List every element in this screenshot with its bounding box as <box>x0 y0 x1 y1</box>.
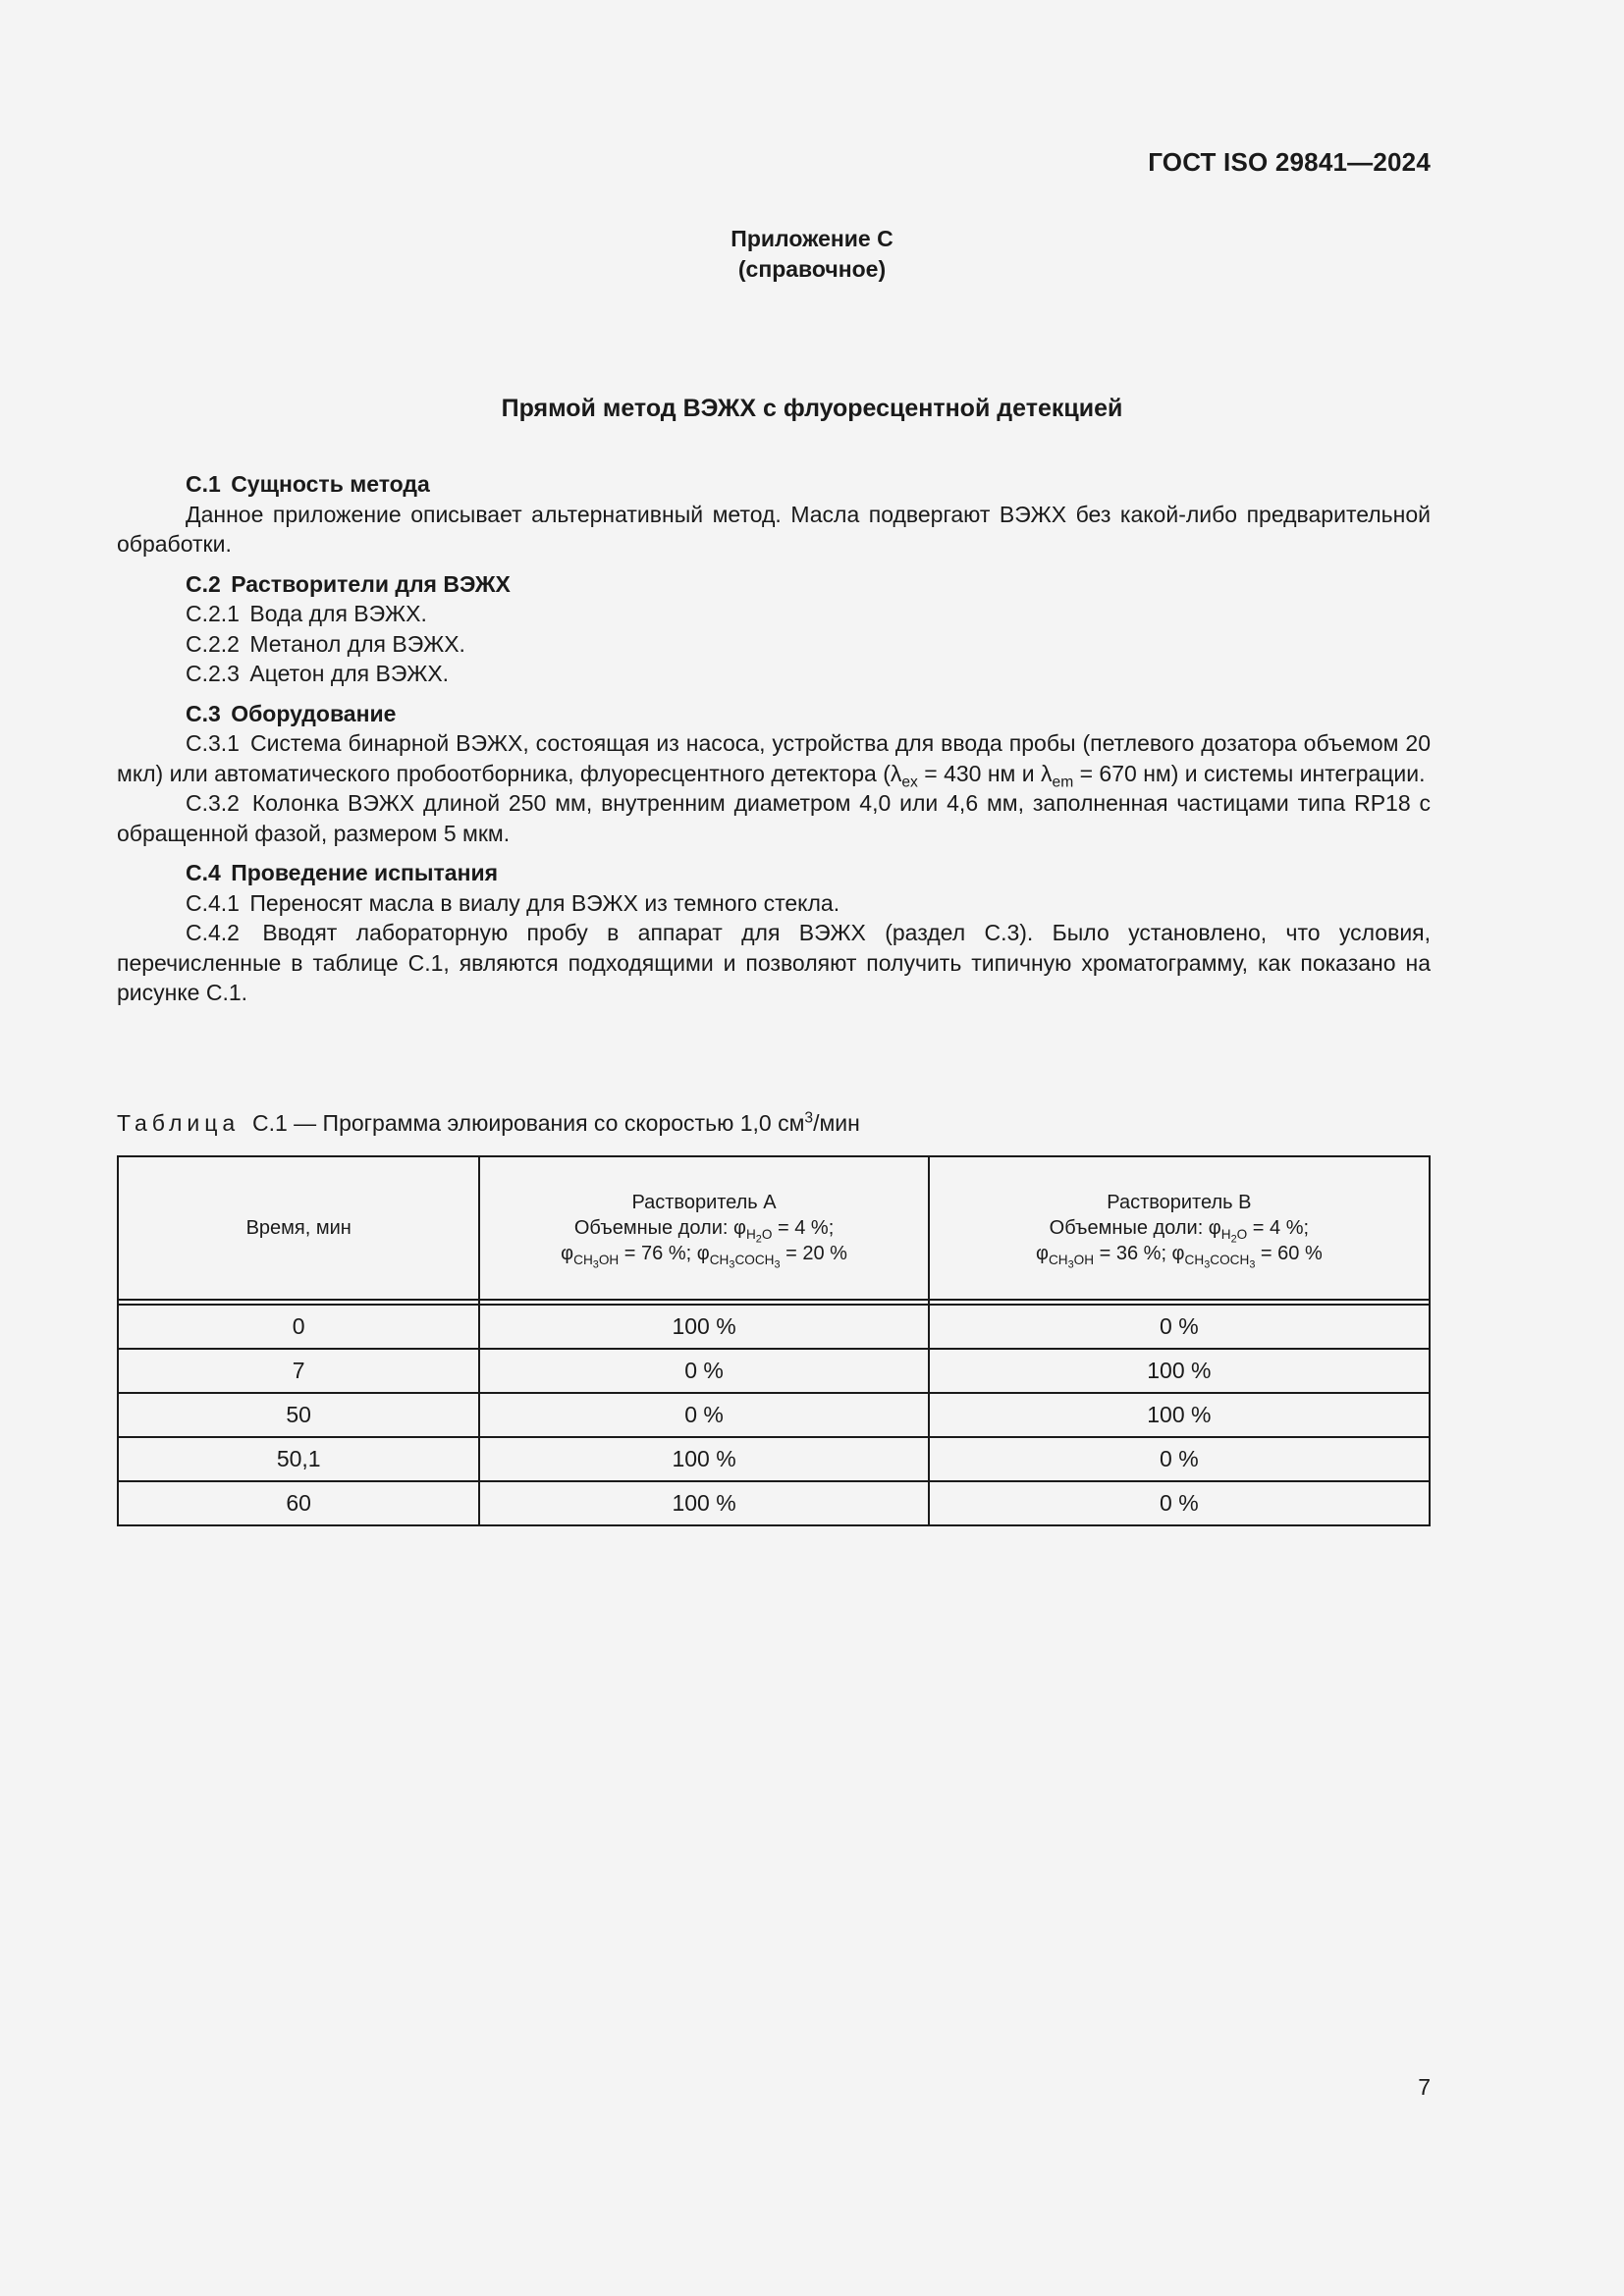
text-part: = 36 %; φ <box>1094 1243 1185 1264</box>
subscript: CH3COCH3 <box>709 1253 781 1271</box>
header-solvent-a <box>479 1156 928 1300</box>
item-number: С.4.1 <box>186 889 240 916</box>
cell-time: 50 <box>118 1393 479 1437</box>
section-heading-c4 <box>117 858 1431 888</box>
cell-time: 7 <box>118 1349 479 1393</box>
text-part: Вводят лабораторную пробу в аппарат для ВЭЖХ (раздел С.3). Было установлено, что условия, перечисленные в таблице С.1, являются подходящими и позволяют получить типичную хроматограмму, как показано на рисунке С.1. <box>117 920 1432 1005</box>
text-part: = 76 %; φ <box>619 1243 710 1264</box>
table-row <box>118 1349 1430 1393</box>
table-row <box>118 1481 1430 1525</box>
annex-heading <box>0 224 1624 285</box>
cell-solvent-b: 0 % <box>929 1305 1430 1349</box>
cell-time: 50,1 <box>118 1437 479 1481</box>
annex-title: Прямой метод ВЭЖХ с флуоресцентной детекцией <box>501 395 1123 422</box>
subscript-em: em <box>1052 774 1074 791</box>
cell-solvent-a: 100 % <box>479 1437 928 1481</box>
text-part: = 670 нм) и системы интеграции. <box>1073 760 1426 786</box>
document-code: ГОСТ ISO 29841—2024 <box>1148 147 1431 177</box>
cell-time: 60 <box>118 1481 479 1525</box>
section-heading-c1 <box>117 469 1431 500</box>
section-number: С.2 <box>186 570 221 597</box>
cell-solvent-b: 100 % <box>929 1393 1430 1437</box>
section-heading-c3 <box>117 699 1431 729</box>
text-part: Система бинарной ВЭЖХ, состоящая из насоса, устройства для ввода пробы (петлевого дозатора объемом 20 мкл) или автоматического пробоотборника, флуоресцентного детектора (λ <box>117 730 1431 786</box>
text-part: φ <box>1035 1243 1049 1264</box>
item-text: Ацетон для ВЭЖХ. <box>249 661 450 686</box>
caption-text: — Программа элюирования со скоростью 1,0 см <box>294 1110 805 1136</box>
text-part: Объемные доли: φ <box>573 1217 746 1239</box>
text-part: = 20 % <box>780 1243 847 1264</box>
caption-word: Таблица <box>117 1110 241 1136</box>
section-title: Проведение испытания <box>231 860 499 885</box>
solvent-a-title: Растворитель А <box>631 1192 777 1213</box>
text-part: = 4 %; <box>1247 1217 1310 1239</box>
item-text: Вода для ВЭЖХ. <box>249 601 427 626</box>
item-number: С.2.3 <box>186 661 240 686</box>
solvent-b-line3 <box>930 1241 1429 1271</box>
annex-name: Приложение С <box>731 226 893 251</box>
section-number: С.4 <box>186 860 221 885</box>
list-item-c22 <box>117 629 1431 660</box>
cell-solvent-a: 0 % <box>479 1349 928 1393</box>
paragraph-c32 <box>117 788 1431 848</box>
subscript: CH3COCH3 <box>1184 1253 1256 1271</box>
table-row <box>118 1305 1430 1349</box>
section-number: С.1 <box>186 471 221 497</box>
text-part: Колонка ВЭЖХ длиной 250 мм, внутренним диаметром 4,0 или 4,6 мм, заполненная частицами типа RP18 с обращенной фазой, размером 5 мкм. <box>117 790 1432 846</box>
document-body <box>117 469 1431 1008</box>
text-part: = 430 нм и λ <box>917 760 1053 786</box>
cell-time: 0 <box>118 1305 479 1349</box>
caption-tail: /мин <box>813 1110 860 1136</box>
paragraph-c42 <box>117 918 1431 1008</box>
list-item-c23 <box>117 659 1431 689</box>
cell-solvent-b: 100 % <box>929 1349 1430 1393</box>
caption-superscript: 3 <box>804 1109 814 1127</box>
cell-solvent-b: 0 % <box>929 1437 1430 1481</box>
solvent-b-line2 <box>930 1215 1429 1246</box>
section-title: Растворители для ВЭЖХ <box>231 570 511 597</box>
subscript-ex: ex <box>901 774 918 791</box>
table-row <box>118 1393 1430 1437</box>
elution-table <box>117 1155 1431 1526</box>
caption-number: С.1 <box>251 1110 288 1136</box>
solvent-b-title: Растворитель В <box>1107 1192 1252 1213</box>
section-heading-c2 <box>117 569 1431 600</box>
cell-solvent-a: 100 % <box>479 1305 928 1349</box>
header-time-label: Время, мин <box>245 1217 352 1239</box>
text-part: Объемные доли: φ <box>1049 1217 1221 1239</box>
header-solvent-b <box>929 1156 1430 1300</box>
item-number: С.2.2 <box>186 630 240 657</box>
solvent-a-line2 <box>480 1215 927 1246</box>
subscript: H2O <box>1220 1227 1248 1246</box>
header-time <box>118 1156 479 1300</box>
item-number: С.4.2 <box>186 920 240 945</box>
section-number: С.3 <box>186 700 221 726</box>
item-number: С.2.1 <box>186 601 240 626</box>
item-number: С.3.1 <box>186 730 240 756</box>
subscript: CH3OH <box>1048 1253 1095 1271</box>
cell-solvent-b: 0 % <box>929 1481 1430 1525</box>
cell-solvent-a: 0 % <box>479 1393 928 1437</box>
table-header-row <box>118 1156 1430 1300</box>
text-part: = 60 % <box>1255 1243 1323 1264</box>
text-part: = 4 %; <box>772 1217 835 1239</box>
cell-solvent-a: 100 % <box>479 1481 928 1525</box>
item-number: С.3.2 <box>186 790 240 816</box>
text-part: φ <box>561 1243 574 1264</box>
solvent-a-line3 <box>480 1241 927 1271</box>
page-number: 7 <box>1418 2074 1431 2100</box>
section-title: Сущность метода <box>231 471 430 497</box>
annex-type: (справочное) <box>737 256 887 282</box>
item-text: Метанол для ВЭЖХ. <box>249 630 465 657</box>
paragraph-c31 <box>117 728 1431 791</box>
subscript: H2O <box>745 1227 773 1246</box>
list-item-c21 <box>117 599 1431 629</box>
list-item-c41 <box>117 888 1431 919</box>
subscript: CH3OH <box>573 1253 620 1271</box>
table-caption <box>117 1110 860 1137</box>
paragraph-c1: Данное приложение описывает альтернативный метод. Масла подвергают ВЭЖХ без какой-либо предварительной обработки. <box>117 501 1431 557</box>
table-row <box>118 1437 1430 1481</box>
item-text: Переносят масла в виалу для ВЭЖХ из темного стекла. <box>249 889 840 916</box>
section-title: Оборудование <box>231 700 397 726</box>
